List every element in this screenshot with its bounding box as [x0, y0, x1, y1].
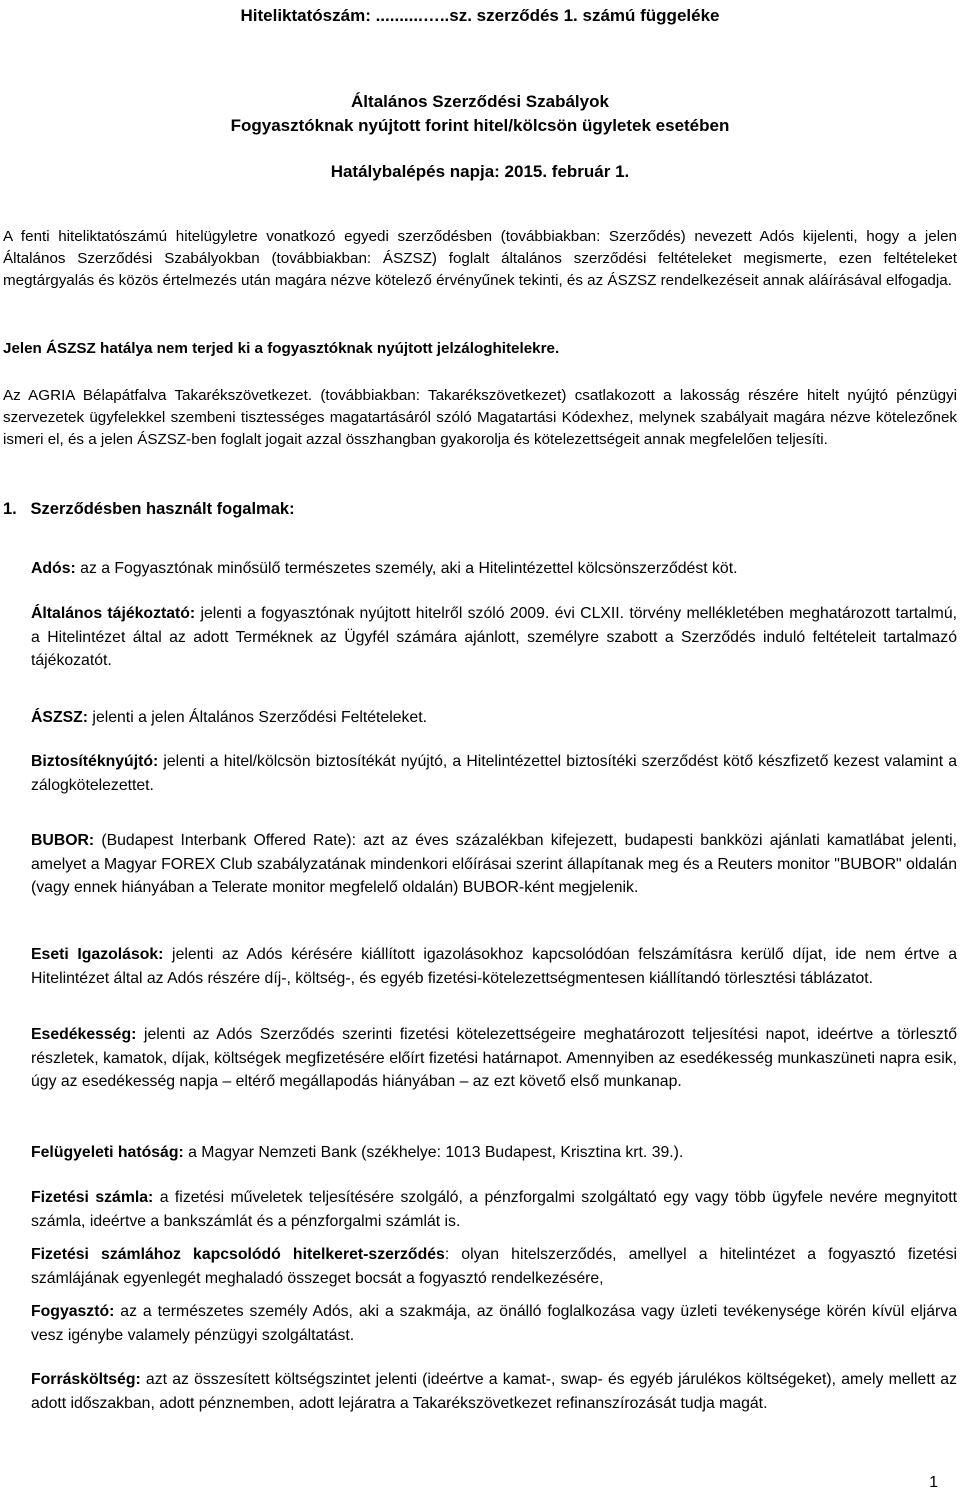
definition-text: a fizetési műveletek teljesítésére szolgáló, a pénzforgalmi szolgáltató egy vagy több ügyfele nevére megnyitott számla, ideértve a bankszámlát és a pénzforgalmi számlát is.: [31, 1189, 957, 1230]
effective-date: Hatálybalépés napja: 2015. február 1.: [330, 162, 630, 181]
intro-paragraph: A fenti hiteliktatószámú hitelügyletre vonatkozó egyedi szerződésben (továbbiakban: Szerződés) nevezett Adós kijelenti, hogy a jelen Általános Szerződési Szabályokban (továbbiakban: ÁSZSZ) foglalt általános szerződési feltételeket megismerte, ezen feltételeket megtárgyalás és közös értelmezés után magára nézve kötelező érvényűnek tekinti, és az ÁSZSZ rendelkezéseit annak aláírásával elfogadja.: [3, 228, 957, 289]
definition-text: jelenti a hitel/kölcsön biztosítékát nyújtó, a Hitelintézettel biztosítéki szerződést kötő készfizető kezest valamint a zálogkötelezettet.: [31, 753, 957, 794]
definition-term: Fizetési számlához kapcsolódó hitelkeret-szerződés: [31, 1246, 445, 1263]
definition-item: [31, 1186, 957, 1233]
definition-text: : olyan hitelszerződés, amellyel a hitelintézet a fogyasztó fizetési számlájának egyenlegét meghaladó összeget bocsát a fogyasztó rendelkezésére,: [31, 1246, 957, 1287]
definition-text: az a természetes személy Adós, aki a szakmája, az önálló foglalkozása vagy üzleti tevékenysége körén kívül eljárva vesz igénybe valamely pénzügyi szolgáltatást.: [31, 1303, 957, 1344]
document-subtitle: Fogyasztóknak nyújtott forint hitel/kölcsön ügyletek esetében: [230, 116, 730, 135]
definition-item: [31, 706, 957, 730]
agria-text: (továbbiakban: Takarékszövetkezet) csatlakozott a lakosság részére hitelt nyújtó pénzügyi szervezetek ügyfelekkel szembeni tisztességes magatartásáról szóló Magatartási Kódexhez, melynek szabályait magára nézve kötelezőnek ismeri el, és a jelen ÁSZSZ-ben foglalt jogait azzal összhangban gyakorolja és kötelezettségeit annak megfelelően teljesíti.: [3, 387, 958, 448]
definition-item: [31, 750, 957, 797]
definition-text: a Magyar Nemzeti Bank (székhelye: 1013 Budapest, Krisztina krt. 39.).: [183, 1144, 684, 1161]
page-number: 1: [929, 1474, 938, 1491]
definition-term: Forrásköltség:: [31, 1371, 141, 1388]
definition-term: Fizetési számla:: [31, 1189, 154, 1206]
definition-text: jelenti az Adós kérésére kiállított igazolásokhoz kapcsolódóan felszámításra kerülő díjat, ide nem értve a Hitelintézet által az Adós részére díj-, költség-, és egyéb fizetési-kötelezettségmentesen kiállítandó törlesztési táblázatot.: [31, 946, 957, 987]
definition-item: [31, 557, 957, 581]
definition-item: [31, 829, 957, 900]
definition-term: Adós:: [31, 560, 76, 577]
document-title: Általános Szerződési Szabályok: [351, 92, 609, 111]
definition-term: Általános tájékoztató:: [31, 605, 196, 622]
definition-text: azt az összesített költségszintet jelenti (ideértve a kamat-, swap- és egyéb járulékos költségeket), amely mellett az adott időszakban, adott pénznemben, adott lejáratra a Takarékszövetkezet refinanszírozását tudja magát.: [31, 1371, 957, 1412]
code-of-conduct-paragraph: [3, 385, 957, 450]
definition-term: Fogyasztó:: [31, 1303, 115, 1320]
definition-term: Eseti Igazolások:: [31, 946, 164, 963]
definition-item: [31, 1368, 957, 1415]
definition-term: Felügyeleti hatóság:: [31, 1144, 184, 1161]
agria-name: Az AGRIA Bélapátfalva Takarékszövetkezet.: [3, 387, 313, 404]
definition-text: jelenti a fogyasztónak nyújtott hitelről szóló 2009. évi CLXII. törvény mellékletében meghatározott tartalmú, a Hitelintézet által az adott Terméknek az Ügyfél számára ajánlott, személyre szabott a Szerződés induló feltételeit tartalmazó tájékozatót.: [31, 605, 958, 669]
definition-text: jelenti az Adós Szerződés szerinti fizetési kötelezettségeire meghatározott teljesítési napot, ideértve a törlesztő részletek, kamatok, díjak, költségek megfizetésére előírt fizetési határnapot. Amennyiben az esedékesség munkaszüneti napra esik, úgy az esedékesség napja – eltérő megállapodás hiányában – az ezt követő első munkanap.: [31, 1026, 957, 1090]
definition-term: BUBOR:: [31, 832, 95, 849]
definition-item: [31, 1300, 957, 1347]
contract-reference-header: Hiteliktatószám: ..........…..sz. szerződés 1. számú függeléke: [240, 6, 720, 25]
definition-item: [31, 1023, 957, 1094]
definition-term: Biztosítéknyújtó:: [31, 753, 159, 770]
definition-text: jelenti a jelen Általános Szerződési Feltételeket.: [88, 709, 427, 726]
definition-term: Esedékesség:: [31, 1026, 137, 1043]
definition-text: (Budapest Interbank Offered Rate): azt az éves százalékban kifejezett, budapesti bankközi ajánlati kamatlábat jelenti, amelyet a Magyar FOREX Club szabályzatának mindenkori előírásai szerint állapítanak meg és a Reuters monitor "BUBOR" oldalán (vagy ennek hiányában a Telerate monitor megfelelő oldalán) BUBOR-ként megjelenik.: [31, 832, 957, 896]
definition-item: [31, 602, 957, 673]
definition-term: ÁSZSZ:: [31, 709, 89, 726]
section-heading: 1. Szerződésben használt fogalmak:: [3, 500, 295, 518]
definition-item: [31, 1141, 957, 1165]
definition-text: az a Fogyasztónak minősülő természetes személy, aki a Hitelintézettel kölcsönszerződést köt.: [75, 560, 738, 577]
definition-item: [31, 943, 957, 990]
scope-note: Jelen ÁSZSZ hatálya nem terjed ki a fogyasztóknak nyújtott jelzáloghitelekre.: [3, 340, 560, 357]
definition-item: [31, 1243, 957, 1290]
